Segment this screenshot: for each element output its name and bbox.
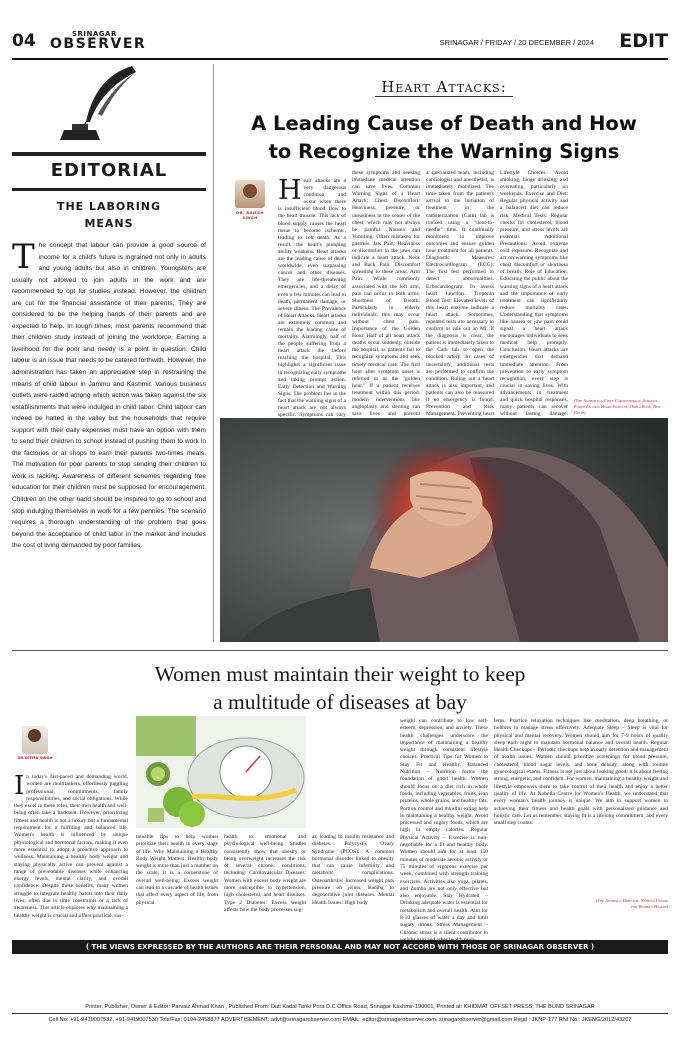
women-column-5: weight can contribute to low self-esteem, depression, and anxiety. These health challenges underscore the importance of maintaining a healthy weight through consistent lifestyle choices. Practical Tips for Women to Stay Fit and Healthy. Balanced Nutrition – Nutrition forms the foundation of good health. Women should focus on a diet rich in whole foods, including vegetables, fruits, lean proteins, whole grains, and healthy fats. Portion control and mindful eating help in maintaining a healthy weight. Avoid processed and sugary foods, which are high in empty calories. Regular Physical Activity – Exercise is non-negotiable for a fit and healthy body. Women should aim for at least 150 minutes of moderate aerobic activity or 75 minutes of vigorous exercise per week, combined with strength training exercises. Activities like yoga, pilates, and Zumba are not only effective but also enjoyable. Stay Hydrated – Drinking adequate water is essential for metabolism and overall health. Aim for 8-10 glasses of water a day and limit sugary drinks. Stress Management – Chronic stress is a silent contributor to bbox=[400, 718, 488, 936]
heart-author-name: DR. RAJESH SINGH bbox=[236, 210, 264, 220]
heart-headline bbox=[220, 110, 668, 166]
women-author-name: DR SEEMA SINGH bbox=[17, 756, 53, 760]
heart-author-credit: (The Author is a Chief Cardiothoracic Surgeon, Fortis Escorts Heart Institute, Okhla Road, New Delhi) bbox=[574, 398, 661, 415]
editorial-heading: EDITORIAL bbox=[50, 160, 168, 181]
heart-headline-line2: to Recognize the Warning Signs bbox=[268, 140, 620, 163]
women-author bbox=[14, 726, 56, 760]
women-col1-text: n today's fast-paced and demanding world, women are multitaskers, effortlessly juggling professional commitments, family responsibilities, and social obligations. While they excel in these roles, their own health and well-being often take a backseat. However, prioritizing fitness and health is not a luxury but a fundamental requirement for a fulfilling and balanced life. Women's health is influenced by unique physiological and hormonal factors, making it even more essential to adopt a proactive approach to wellness. Maintaining a healthy body weight and staying physically active can prevent against a range of preventable diseases while enhancing energy levels, mental clarity, and overall confidence. Despite these benefits, many women struggle to integrate healthy habits into their daily lives, often due to time constraints or a lack of awareness. This article explores why maintaining a healthy weight is crucial and offers practical, sus- bbox=[14, 774, 128, 919]
heart-kicker bbox=[220, 78, 668, 96]
women-headline-line2: a multitude of diseases at bay bbox=[213, 690, 467, 714]
editorial-subtitle-line1: THE LABORING bbox=[56, 200, 162, 213]
women-column-6: lems. Practice relaxation techniques like meditation, deep breathing, or hobbies to manage stress effectively. Adequate Sleep – Sleep is vital for physical and mental recovery. Women should aim for 7-9 hours of quality sleep each night to maintain hormonal balance and overall health. Regular Health Checkups – Periodic checkups help in early detection and management of health issues. Women should prioritize screenings for blood pressure, cholesterol, blood sugar levels, and bone density, along with routine gynecological exams. Fitness is not just about looking good; it is about feeling strong, energetic, and confident. For women, maintaining a healthy weight and lifestyle empowers them to take control of their health and enjoy a better quality of life. At Nobella Centre for Women's Health, we understand that every woman's health journey is unique. We aim to support women in achieving their fitness and health goals with personalized guidance and holistic care. Let us remember, staying fit is a lifelong commitment, and every small step counts. bbox=[494, 718, 668, 827]
page-number: 04 bbox=[12, 31, 36, 51]
drop-cap: I bbox=[14, 771, 25, 801]
heart-column-3: a specialized team, including cardiologist and anesthetist, is immediately mobilized. The time taken from the patient's arrival to the initiation of treatment in the catheterization (Cath) lab is tracked using a "door-to-needle" time. It continually monitored to improve outcomes and ensure golden hour treatment for all patients. Diagnostic Measures: Electrocardiogram (ECG): The first test performed to detect abnormalities. Echocardiogram: To assess heart function. Troponin Blood Test: Elevated levels of this heart enzyme indicate a heart attack. Sometimes, repeated tests are necessary to confirm or rule out an MI. If the diagnosis is clear, the patient is immediately taken to the Cath lab to open the blocked artery. In cases of uncertainty, additional tests are performed to confirm the condition. Ruling out a heart attack is also important, and patients can also be reassured if no emergency is found. Prevention and Risk Management. Preventing heart bbox=[426, 170, 494, 418]
heart-headline-line1: A Leading Cause of Death and How bbox=[251, 112, 637, 135]
editorial-rule-top bbox=[12, 152, 206, 156]
chest-pain-photo bbox=[220, 418, 668, 642]
women-headline-line1: Women must maintain their weight to keep bbox=[154, 662, 526, 686]
author-avatar bbox=[235, 180, 265, 208]
brand-large: OBSERVER bbox=[50, 36, 147, 52]
heart-author bbox=[228, 180, 272, 220]
women-author-credit: (The Author is Director, Nobella Centre for Women's Health) bbox=[595, 898, 668, 909]
women-column-2: tainable tips to help women prioritize their health in every stage of life. Why Maintaining a Healthy Body Weight Matters. Healthy body weight is more than just a number on the scale; it is a cornerstone of overall well-being. Excess weight can lead to a cascade of health issues that affect every aspect of life, from physical bbox=[136, 834, 218, 906]
women-column-1 bbox=[14, 771, 128, 934]
heart-column-4: Lifestyle Choices: Avoid smoking, binge drinking, and overeating, particularly on weekends. Exercise and Diet: Regular physical activity and a balanced diet can reduce risk. Medical Tests: Regular checks for cholesterol, blood pressure, and stress levels are essential. Additional Precautions: Avoid extreme cold exposure. Recognize and act on warning symptoms like chest discomfort or shortness of breath. Role of Education. Educating the public about the warning signs of a heart attack and the importance of early treatment can significantly reduce mortality rates. Understanding that symptoms like nausea or jaw pain could signal a heart attack encourages individuals to seek medical help promptly. Conclusion. Heart attacks are emergencies that demand immediate attention. From prevention to early symptom recognition, every step is crucial in saving lives. With advancements in treatment and quick hospital responses, many patients can recover without lasting damage. bbox=[500, 170, 568, 418]
women-column-4: ar, leading to insulin resistance and diabetes. Polycystic Ovary Syndrome (PCOS): A common hormonal disorder linked to obesity that can cause infertility and metabolic complications. Osteoarthritis: Increased weight puts pressure on joints, leading to degenerative joint diseases. Mental Health Issues: High body bbox=[312, 834, 394, 906]
drop-cap: T bbox=[12, 237, 35, 277]
editorial-subtitle bbox=[12, 198, 206, 232]
brand-small: SRINAGAR bbox=[72, 30, 117, 38]
heart-column-1 bbox=[278, 175, 346, 419]
editorial-rule-bottom bbox=[12, 188, 206, 191]
disclaimer-bar: ( THE VIEWS EXPRESSED BY THE AUTHORS ARE THEIR PERSONAL AND MAY NOT ACCORD WITH THOSE OF SRINAGAR OBSERVER ) bbox=[12, 940, 668, 954]
footer-rule bbox=[12, 1013, 668, 1014]
editorial-body bbox=[12, 237, 206, 642]
date-line: SRINAGAR / FRIDAY / 20 DECEMBER / 2024 bbox=[439, 38, 594, 47]
drop-cap: H bbox=[278, 175, 302, 206]
brand-logo bbox=[50, 30, 146, 51]
apples-scale-photo bbox=[136, 716, 306, 828]
masthead-rule bbox=[12, 58, 668, 60]
column-divider bbox=[213, 64, 214, 642]
section-label: EDIT bbox=[619, 30, 668, 52]
editorial-column bbox=[12, 64, 206, 642]
women-column-3: health to emotional and psychological well-being. Studies consistently show that obesity or being overweight increases the risk of several chronic conditions, including: Cardiovascular Diseases: Women with excess body weight are more susceptible to hypertension, high cholesterol, and heart diseases. Type 2 Diabetes: Excess weight affects how the body processes sug- bbox=[224, 834, 306, 913]
quill-inkpot-icon bbox=[36, 64, 180, 144]
heart-col1-text: eart attacks are a very dangerous condition and occur when there is insufficient blood flow to the heart muscle. This lack of blood supply causes the heart tissue to become ischemic, leading to cell death. As a result, the heart's pumping ability weakens. Heart attacks are the leading cause of death worldwide, even surpassing cancer and other diseases. They are life-threatening emergencies, and a delay of even a few minutes can lead to death, permanent damage, or severe illness. The Prevalence of Heart Attacks. Heart attacks are extremely common and remain the leading cause of mortality. Alarmingly, half of the people suffering from a heart attack die before reaching the hospital. This highlights a significant issue in recognizing early symptoms and taking prompt action. Early Detection and Warning Signs. The problem lies in the fact that the warning signs of a heart attack are not always specific. Symptoms can vary bbox=[278, 178, 346, 419]
contacts-line: Cell No: +91-9419007532, +91-9419007530 Tele/Fax: 0194-2458877 ADVERTISEMENT: advt@srinagarobserver.com EMAIL: editor@srinagarobserver.com, srinagarobserver@gmail.com Regd : JKNP-177 RNI No.: JKENG/2012/43267 bbox=[48, 1017, 632, 1023]
women-headline bbox=[12, 660, 668, 716]
editorial-text: he concept that labour can provide a good source of income for a child's future is ingrained not only in adults and young adults but also in children. Youngsters are usually not allowed to join adults in the work and are recommended to opt for studies instead. However, the children are cut for the financial assistance of their parents. They are considered to be the helping hands of their parents and are expected to help. In tough times, most parents recommend that their children study instead of joining the workforce. Earning a livelihood for the poor and needy is a point in question. Child labour is an issue that needs to be catered forthwith. However, the administration has taken an appreciative step in restraining the means of child labour in Jammu and Kashmir. Various business outlets were raided among which action was taken against the six establishments that were indulged in child labor. Child labour can indeed be halted in the valley but the households that require support with their daily expenses must have an option with them to send their children to school instead of pushing them to work in the factories or at shops to earn their parents two-times meals. The motivation for poor parents to stop sending their children to work is lacking. Awareness of different schemes regarding free education for their children must be supposed for encouragement. Children on the other hand should be inspired to go to school and stop indulging themselves in work for a few pennies. The scenario requires a thorough understanding of the problem that goes beyond the acceptance of child labor in the market and includes the cost of living demanded by poor families. bbox=[12, 242, 206, 550]
printer-line: Printer, Publisher, Owner & Editor: Parvaiz Ahmad Khan , Published From: Dati Kadal Tanki Pora D.C Office Road, Srinagar Kashmir-190001, Printed at: KHIDMAT OFFSET PRESS, THE BUND SRINAGAR bbox=[85, 1004, 595, 1010]
author-avatar bbox=[22, 726, 48, 754]
heart-column-2: these symptoms and seeking immediate medical attention can save lives. Common Warning Signs of a Heart Attack: Chest Discomfort: Heaviness, pressure, or uneasiness in the center of the chest, which may not always be painful. Nausea and Vomiting: Often mistaken for gastritis. Jaw Pain: Heaviness or discomfort in the jaws can indicate a heart attack. Neck and Back Pain: Discomfort spreading to these areas. Arm Pain: While commonly associated with the left arm, pain can occur in both arms. Shortness of Breath: Particularly in elderly individuals, this may occur without chest pain. Importance of the Golden Hour. Half of all heart attack deaths occur suddenly, outside the hospital, as patients fail to recognize symptoms and seek timely medical care. The first hour after symptom onset is referred to as the "golden hour." If a patient receives treatment within this period, modern interventions like angioplasty and stenting can save lives and prevent bbox=[352, 170, 420, 418]
section-rule bbox=[12, 650, 668, 651]
editorial-subtitle-line2: MEANS bbox=[84, 217, 134, 230]
heart-kicker-text: Heart Attacks: bbox=[375, 78, 513, 97]
masthead bbox=[12, 28, 668, 58]
